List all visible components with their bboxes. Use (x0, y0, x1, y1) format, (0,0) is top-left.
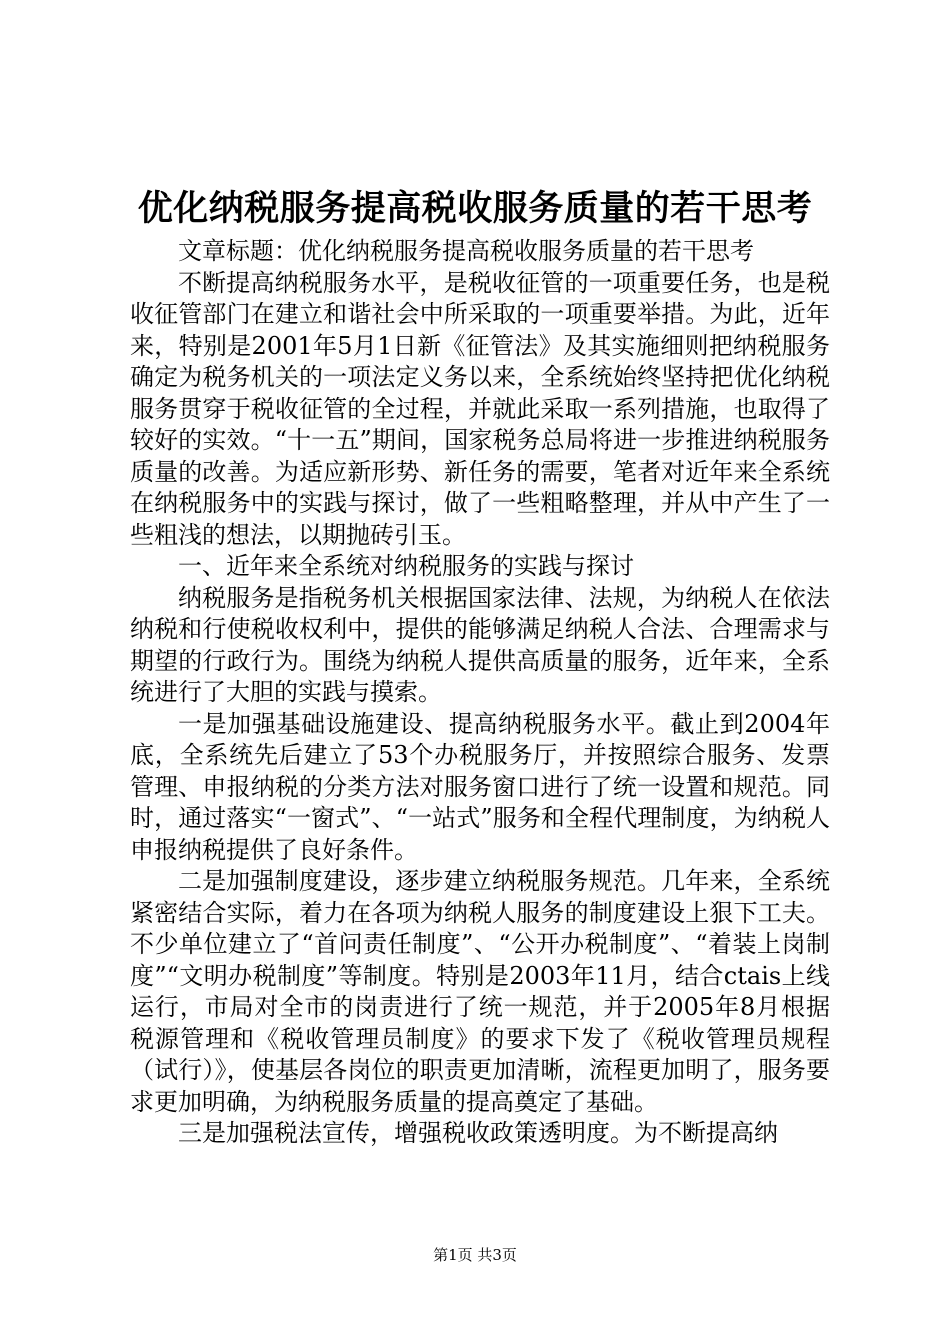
paragraph-intro: 不断提高纳税服务水平，是税收征管的一项重要任务，也是税收征管部门在建立和谐社会中所采取的一项重要举措。为此，近年来，特别是2001年5月1日新《征管法》及其实施细则把纳税服务确定为税务机关的一项法定义务以来，全系统始终坚持把优化纳税服务贯穿于税收征管的全过程，并就此采取一系列措施，也取得了较好的实效。“十一五”期间，国家税务总局将进一步推进纳税服务质量的改善。为适应新形势、新任务的需要，笔者对近年来全系统在纳税服务中的实践与探讨，做了一些粗略整理，并从中产生了一些粗浅的想法，以期抛砖引玉。 (130, 268, 830, 549)
page-number: 第1页 (433, 1246, 473, 1264)
paragraph-definition: 纳税服务是指税务机关根据国家法律、法规，为纳税人在依法纳税和行使税收权利中，提供的能够满足纳税人合法、合理需求与期望的行政行为。围绕为纳税人提供高质量的服务，近年来，全系统进行了大胆的实践与摸索。 (130, 583, 830, 706)
section-heading-1: 一、近年来全系统对纳税服务的实践与探讨 (178, 552, 634, 580)
paragraph-point-1: 一是加强基础设施建设、提高纳税服务水平。截止到2004年底，全系统先后建立了53个办税服务厅，并按照综合服务、发票管理、申报纳税的分类方法对服务窗口进行了统一设置和规范。同时，通过落实“一窗式”、“一站式”服务和全程代理制度，为纳税人申报纳税提供了良好条件。 (130, 709, 830, 864)
document-title: 优化纳税服务提高税收服务质量的若干思考 (137, 188, 813, 229)
paragraph-article-title: 文章标题：优化纳税服务提高税收服务质量的若干思考 (178, 237, 754, 265)
page-footer (0, 1245, 950, 1265)
paragraph-point-3: 三是加强税法宣传，增强税收政策透明度。为不断提高纳 (178, 1119, 778, 1147)
paragraph-point-2: 二是加强制度建设，逐步建立纳税服务规范。几年来，全系统紧密结合实际，着力在各项为纳税人服务的制度建设上狠下工夫。不少单位建立了“首问责任制度”、“公开办税制度”、“着装上岗制度”“文明办税制度”等制度。特别是2003年11月，结合ctais上线运行，市局对全市的岗责进行了统一规范，并于2005年8月根据税源管理和《税收管理员制度》的要求下发了《税收管理员规程（试行）》，使基层各岗位的职责更加清晰，流程更加明了，服务要求更加明确，为纳税服务质量的提高奠定了基础。 (130, 867, 830, 1116)
page-total: 共3页 (477, 1246, 517, 1264)
document-body (130, 236, 830, 1150)
